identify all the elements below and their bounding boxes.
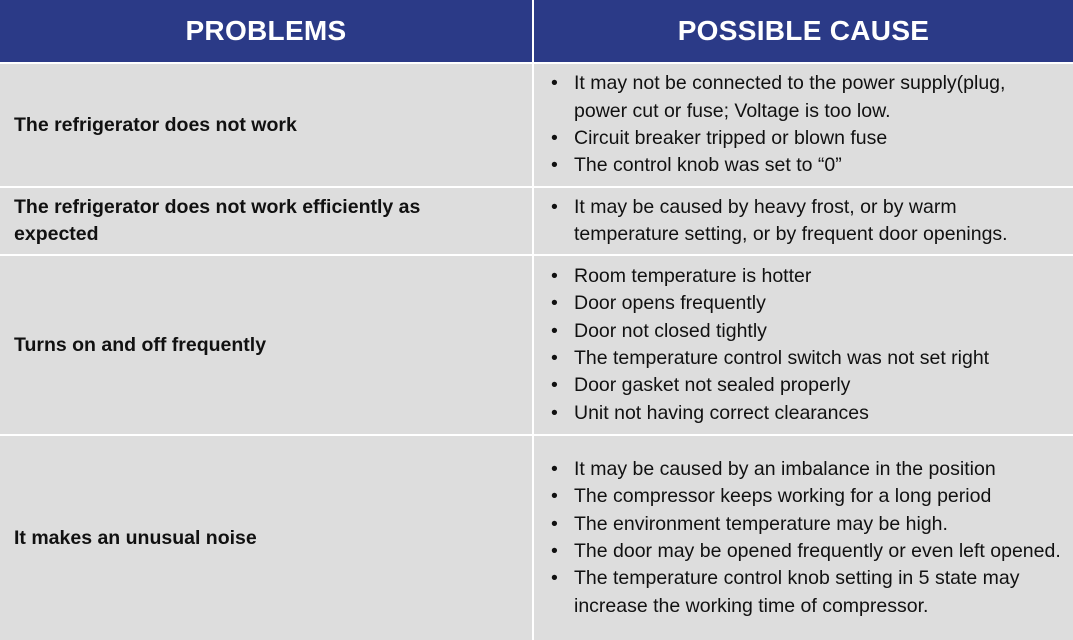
cause-item: • It may be caused by an imbalance in the position bbox=[550, 456, 1063, 483]
cause-item: • Door opens frequently bbox=[550, 290, 1063, 317]
cause-item: • The compressor keeps working for a long period bbox=[550, 483, 1063, 510]
problem-cell: It makes an unusual noise bbox=[0, 436, 534, 640]
cause-item: • The temperature control knob setting in 5 state may increase the working time of compressor. bbox=[550, 565, 1063, 620]
cause-cell bbox=[534, 64, 1073, 188]
problem-cell: The refrigerator does not work efficiently as expected bbox=[0, 188, 534, 256]
cause-item: • The environment temperature may be high. bbox=[550, 511, 1063, 538]
cause-item: • Door gasket not sealed properly bbox=[550, 372, 1063, 399]
cause-item: • The control knob was set to “0” bbox=[550, 152, 1063, 179]
cause-item: • Door not closed tightly bbox=[550, 318, 1063, 345]
header-possible-cause: POSSIBLE CAUSE bbox=[534, 0, 1073, 64]
cause-item: • The door may be opened frequently or even left opened. bbox=[550, 538, 1063, 565]
cause-item: • It may not be connected to the power supply(plug, power cut or fuse; Voltage is too low. bbox=[550, 70, 1063, 125]
cause-list bbox=[550, 194, 1063, 249]
cause-item: • Unit not having correct clearances bbox=[550, 400, 1063, 427]
cause-item: • Room temperature is hotter bbox=[550, 263, 1063, 290]
problem-cell: The refrigerator does not work bbox=[0, 64, 534, 188]
header-problems: PROBLEMS bbox=[0, 0, 534, 64]
cause-item: • It may be caused by heavy frost, or by warm temperature setting, or by frequent door openings. bbox=[550, 194, 1063, 249]
cause-cell bbox=[534, 436, 1073, 640]
cause-list bbox=[550, 70, 1063, 179]
cause-cell bbox=[534, 256, 1073, 436]
problem-cell: Turns on and off frequently bbox=[0, 256, 534, 436]
cause-item: • Circuit breaker tripped or blown fuse bbox=[550, 125, 1063, 152]
cause-list bbox=[550, 456, 1063, 620]
cause-list bbox=[550, 263, 1063, 427]
cause-cell bbox=[534, 188, 1073, 256]
cause-item: • The temperature control switch was not set right bbox=[550, 345, 1063, 372]
